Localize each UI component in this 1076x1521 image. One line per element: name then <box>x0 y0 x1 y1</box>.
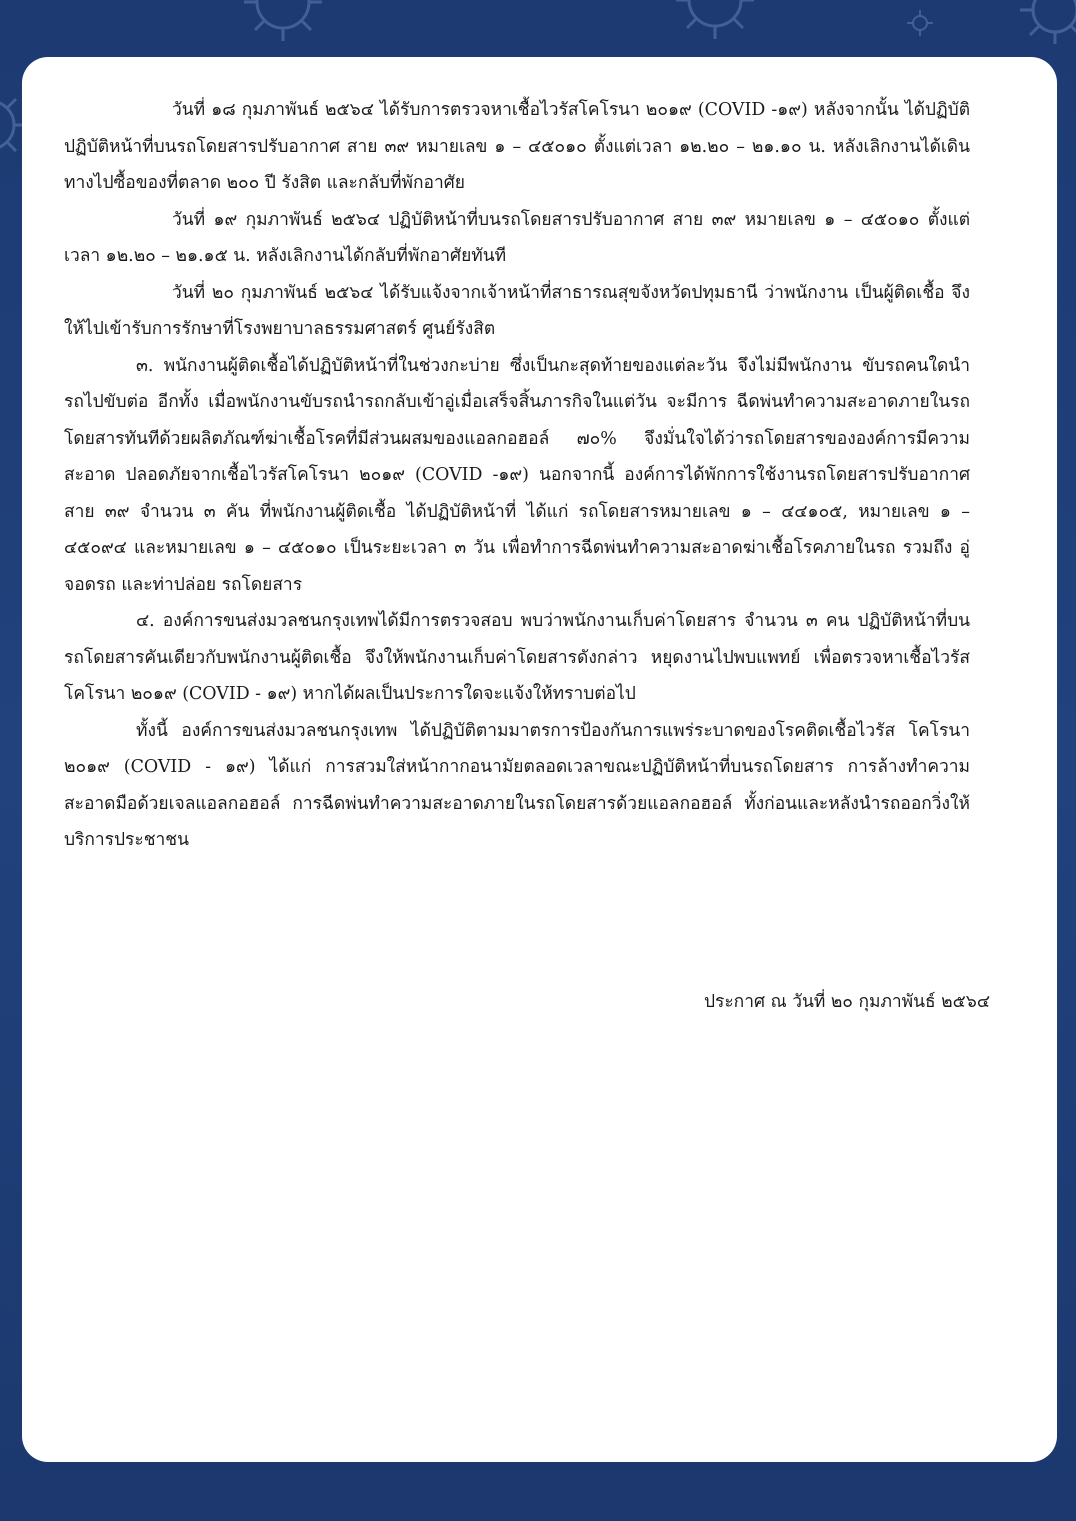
announcement-date: ประกาศ ณ วันที่ ๒๐ กุมภาพันธ์ ๒๕๖๔ <box>703 992 990 1012</box>
paragraph-item-3: ๓. พนักงานผู้ติดเชื้อได้ปฏิบัติหน้าที่ในช่วงกะบ่าย ซึ่งเป็นกะสุดท้ายของแต่ละวัน จึงไม่มีพนักงาน ขับรถคนใดนำรถไปขับต่อ อีกทั้ง เมื่อพนักงานขับรถนำรถกลับเข้าอู่เมื่อเสร็จสิ้นภารกิจในแต่วัน จะมีการ ฉีดพ่นทำความสะอาดภายในรถโดยสารทันทีด้วยผลิตภัณฑ์ฆ่าเชื้อโรคที่มีส่วนผสมของแอลกอฮอล์ ๗๐% จึงมั่นใจได้ว่ารถโดยสารขององค์การมีความสะอาด ปลอดภัยจากเชื้อไวรัสโคโรนา ๒๐๑๙ (COVID -๑๙) นอกจากนี้ องค์การได้พักการใช้งานรถโดยสารปรับอากาศ สาย ๓๙ จำนวน ๓ คัน ที่พนักงานผู้ติดเชื้อ ได้ปฏิบัติหน้าที่ ได้แก่ รถโดยสารหมายเลข ๑ – ๔๔๑๐๕, หมายเลข ๑ – ๔๕๐๙๔ และหมายเลข ๑ – ๔๕๐๑๐ เป็นระยะเวลา ๓ วัน เพื่อทำการฉีดพ่นทำความสะอาดฆ่าเชื้อโรคภายในรถ รวมถึง อู่จอดรถ และท่าปล่อย รถโดยสาร <box>64 355 970 595</box>
paragraph-feb-18: วันที่ ๑๘ กุมภาพันธ์ ๒๕๖๔ ได้รับการตรวจหาเชื้อไวรัสโคโรนา ๒๐๑๙ (COVID -๑๙) หลังจากนั้น ได้ปฏิบัติปฏิบัติหน้าที่บนรถโดยสารปรับอากาศ สาย ๓๙ หมายเลข ๑ – ๔๕๐๑๐ ตั้งแต่เวลา ๑๒.๒๐ – ๒๑.๑๐ น. หลังเลิกงานได้เดินทางไปซื้อของที่ตลาด ๒๐๐ ปี รังสิต และกลับที่พักอาศัย <box>64 100 970 193</box>
paragraph-item-4: ๔. องค์การขนส่งมวลชนกรุงเทพได้มีการตรวจสอบ พบว่าพนักงานเก็บค่าโดยสาร จำนวน ๓ คน ปฏิบัติหน้าที่บนรถโดยสารคันเดียวกับพนักงานผู้ติดเชื้อ จึงให้พนักงานเก็บค่าโดยสารดังกล่าว หยุดงานไปพบแพทย์ เพื่อตรวจหาเชื้อไวรัสโคโรนา ๒๐๑๙ (COVID - ๑๙) หากได้ผลเป็นประการใดจะแจ้งให้ทราบต่อไป <box>64 611 970 704</box>
paragraph-feb-20: วันที่ ๒๐ กุมภาพันธ์ ๒๕๖๔ ได้รับแจ้งจากเจ้าหน้าที่สาธารณสุขจังหวัดปทุมธานี ว่าพนักงาน เป็นผู้ติดเชื้อ จึงให้ไปเข้ารับการรักษาที่โรงพยาบาลธรรมศาสตร์ ศูนย์รังสิต <box>64 282 970 339</box>
paragraph-measures: ทั้งนี้ องค์การขนส่งมวลชนกรุงเทพ ได้ปฏิบัติตามมาตรการป้องกันการแพร่ระบาดของโรคติดเชื้อไวรัส โคโรนา ๒๐๑๙ (COVID - ๑๙) ได้แก่ การสวมใส่หน้ากากอนามัยตลอดเวลาขณะปฏิบัติหน้าที่บนรถโดยสาร การล้างทำความสะอาดมือด้วยเจลแอลกอฮอล์ การฉีดพ่นทำความสะอาดภายในรถโดยสารด้วยแอลกอฮอล์ ทั้งก่อนและหลังนำรถออกวิ่งให้บริการประชาชน <box>64 720 970 850</box>
virus-icon <box>905 8 935 38</box>
document-body <box>64 92 970 859</box>
paragraph-feb-19: วันที่ ๑๙ กุมภาพันธ์ ๒๕๖๔ ปฏิบัติหน้าที่บนรถโดยสารปรับอากาศ สาย ๓๙ หมายเลข ๑ – ๔๕๐๑๐ ตั้งแต่เวลา ๑๒.๒๐ – ๒๑.๑๕ น. หลังเลิกงานได้กลับที่พักอาศัยทันที <box>64 209 970 266</box>
virus-icon <box>660 0 770 50</box>
virus-icon <box>1010 0 1076 60</box>
virus-icon <box>228 0 338 52</box>
